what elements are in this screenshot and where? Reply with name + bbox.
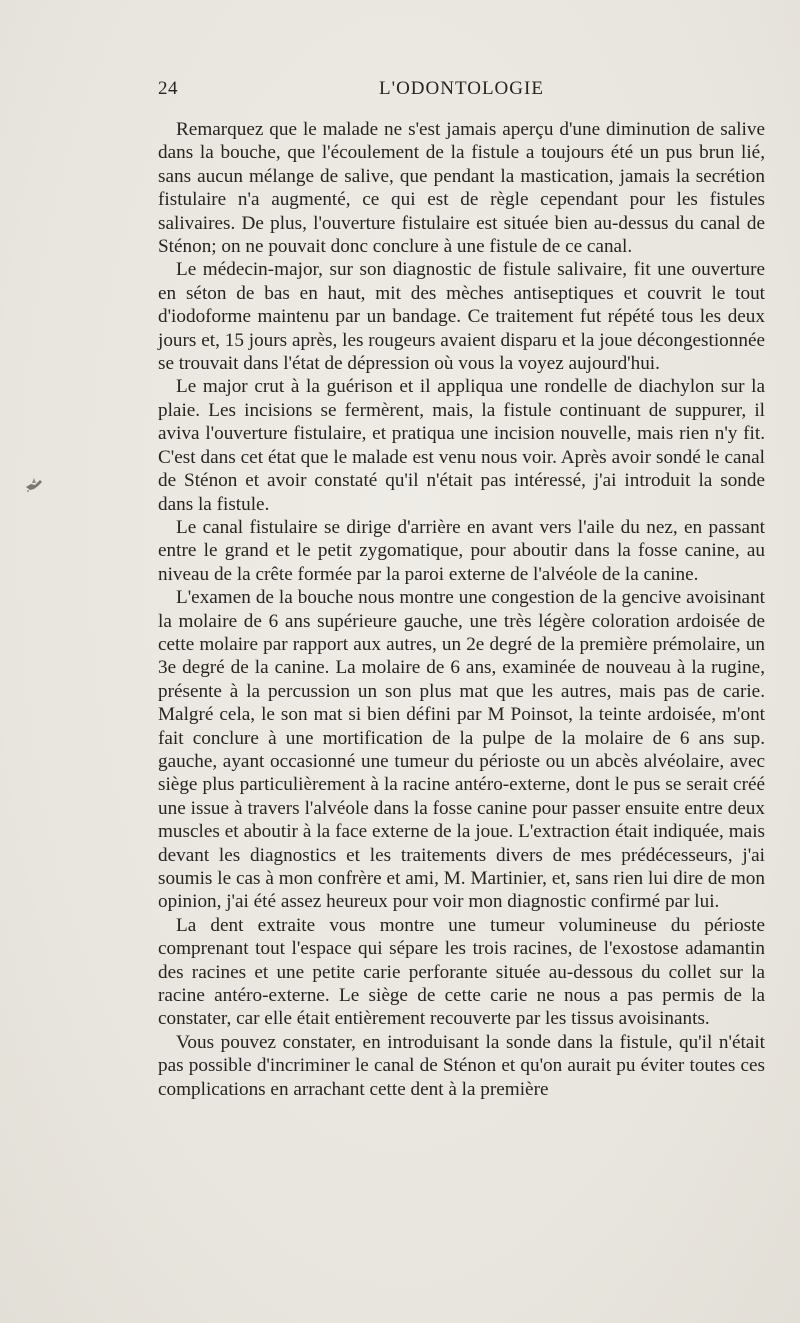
- ink-blot-mark: [22, 472, 46, 496]
- body-text: [158, 118, 765, 1101]
- page-header: [158, 78, 765, 102]
- paragraph-4: Le canal fistulaire se dirige d'arrière en avant vers l'aile du nez, en passant entre le grand et le petit zygomatique, pour aboutir dans la fosse canine, au niveau de la crête formée par la paroi externe de l'alvéole de la canine.: [158, 516, 765, 585]
- paragraph-5: L'examen de la bouche nous montre une congestion de la gencive avoisinant la molaire de 6 ans supérieure gauche, une très légère coloration ardoisée de cette molaire par rapport aux autres, un 2e degré de la première prémolaire, un 3e degré de la canine. La molaire de 6 ans, examinée de nouveau à la rugine, présente à la percussion un son plus mat que les autres, mais pas de carie. Malgré cela, le son mat si bien défini par M Poinsot, la teinte ardoisée, m'ont fait conclure à une mortification de la pulpe de la molaire de 6 ans sup. gauche, ayant occasionné une tumeur du périoste ou un abcès alvéolaire, avec siège plus particulièrement à la racine antéro-externe, dont le pus se serait créé une issue à travers l'alvéole dans la fosse canine pour passer ensuite entre deux muscles et aboutir à la face externe de la joue. L'extraction était indiquée, mais devant les diagnostics et les traitements divers de mes prédécesseurs, j'ai soumis le cas à mon confrère et ami, M. Martinier, et, sans rien lui dire de mon opinion, j'ai été assez heureux pour voir mon diagnostic confirmé par lui.: [158, 587, 765, 913]
- paragraph-3: Le major crut à la guérison et il appliqua une rondelle de diachylon sur la plaie. Les incisions se fermèrent, mais, la fistule continuant de suppurer, il aviva l'ouverture fistulaire, et pratiqua une incision nouvelle, mais rien n'y fit. C'est dans cet état que le malade est venu nous voir. Après avoir sondé le canal de Sténon et avoir constaté qu'il n'était pas intéressé, j'ai introduit la sonde dans la fistule.: [158, 376, 765, 515]
- paragraph-2: Le médecin-major, sur son diagnostic de fistule salivaire, fit une ouverture en séton de bas en haut, mit des mèches antiseptiques et couvrit le tout d'iodoforme maintenu par un bandage. Ce traitement fut répété tous les deux jours et, 15 jours après, les rougeurs avaient disparu et la joue décongestionnée se trouvait dans l'état de dépression où vous la voyez aujourd'hui.: [158, 259, 765, 375]
- page-number: 24: [158, 78, 178, 99]
- paragraph-6: La dent extraite vous montre une tumeur volumineuse du périoste comprenant tout l'espace qui sépare les trois racines, de l'exostose adamantin des racines et une petite carie perforante située au-dessous du collet sur la racine antéro-externe. Le siège de cette carie ne nous a pas permis de la constater, car elle était entièrement recouverte par les tissus avoisinants.: [158, 914, 765, 1030]
- paragraph-7: Vous pouvez constater, en introduisant la sonde dans la fistule, qu'il n'était pas possible d'incriminer le canal de Sténon et qu'on aurait pu éviter toutes ces complications en arrachant cette dent à la première: [158, 1031, 765, 1100]
- running-title: L'ODONTOLOGIE: [379, 78, 544, 99]
- paragraph-1: Remarquez que le malade ne s'est jamais aperçu d'une diminution de salive dans la bouche, que l'écoulement de la fistule a toujours été un pus brun lié, sans aucun mélange de salive, que pendant la mastication, jamais la secrétion fistulaire n'a augmenté, ce qui est de règle cependant pour les fistules salivaires. De plus, l'ouverture fistulaire est située bien au-dessus du canal de Sténon; on ne pouvait donc conclure à une fistule de ce canal.: [158, 119, 765, 258]
